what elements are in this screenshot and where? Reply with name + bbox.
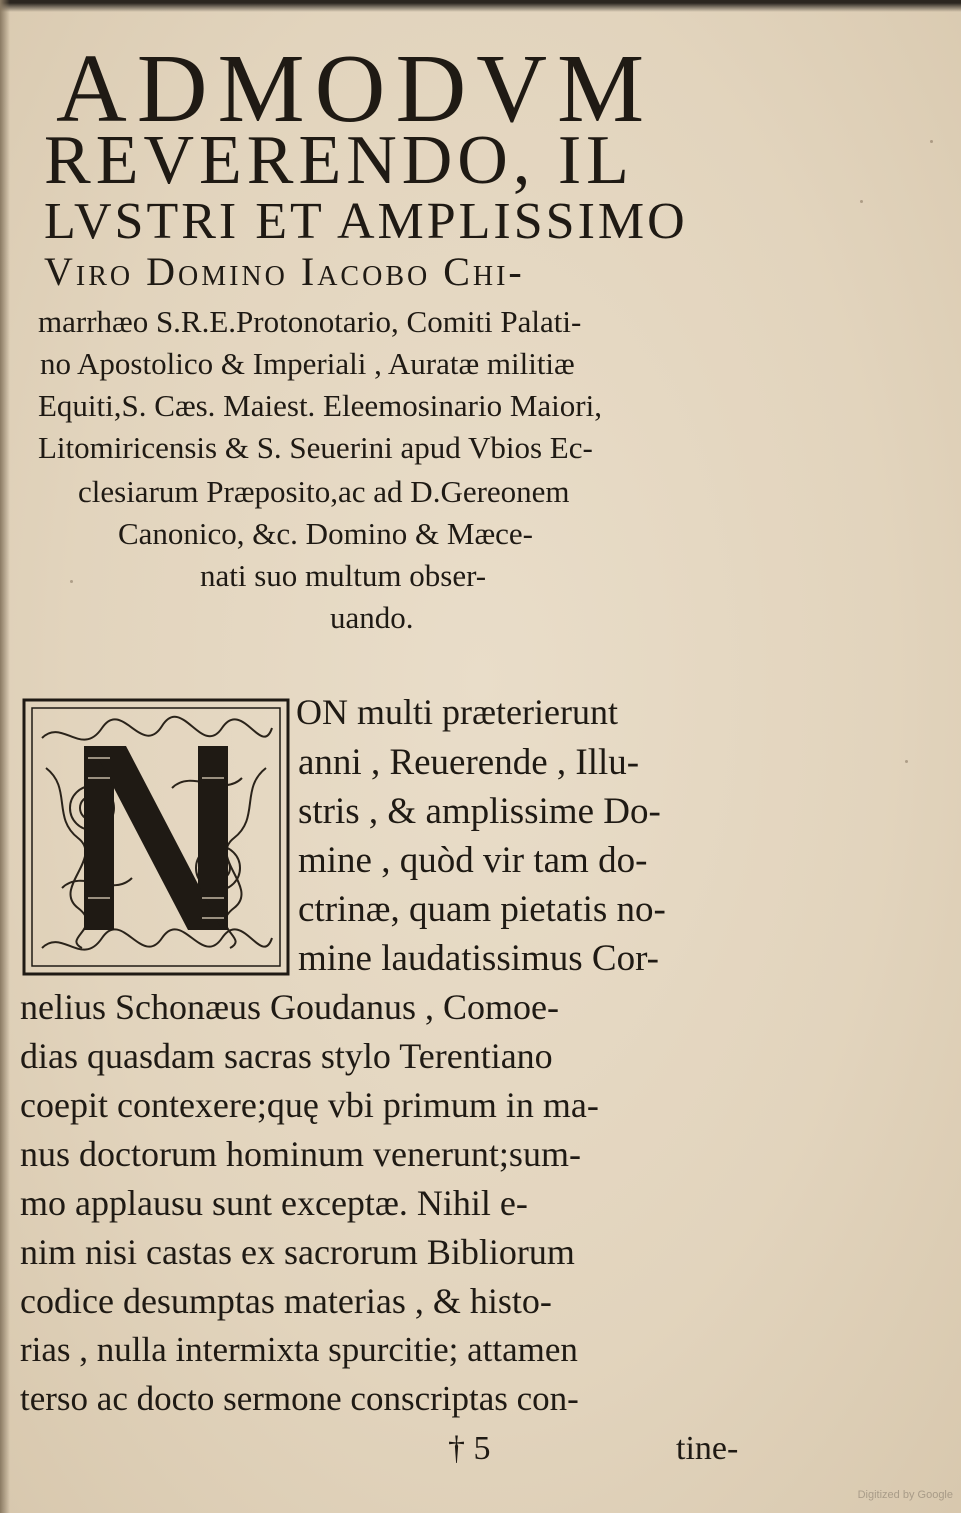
dedication-line: marrhæo S.R.E.Protonotario, Comiti Palati- [38, 304, 582, 339]
title-line-3: LVSTRI ET AMPLISSIMO [44, 193, 688, 250]
body-line: mo applausu sunt exceptæ. Nihil e- [20, 1183, 528, 1223]
left-edge-shadow [0, 0, 10, 1513]
body-line: anni , Reuerende , Illu- [298, 742, 640, 783]
body-line: nelius Schonæus Goudanus , Comoe- [20, 987, 559, 1027]
body-line: nus doctorum hominum venerunt;sum- [20, 1134, 581, 1174]
paper-speck [860, 200, 863, 203]
body-line: mine laudatissimus Cor- [298, 938, 660, 979]
top-edge-shadow [0, 0, 961, 12]
watermark: Digitized by Google [857, 1489, 953, 1501]
title-line-1: ADMODVM [56, 35, 655, 143]
signature-mark: † 5 [448, 1430, 491, 1467]
dedication-line: Litomiricensis & S. Seuerini apud Vbios Ec- [38, 430, 593, 465]
paper-speck [70, 580, 73, 583]
dedication-line: no Apostolico & Imperiali , Auratæ militiæ [40, 346, 575, 381]
dedication-line: Canonico, &c. Domino & Mæce- [118, 516, 533, 551]
dedication-line: nati suo multum obser- [200, 558, 487, 593]
paper-speck [930, 140, 933, 143]
body-line: ctrinæ, quam pietatis no- [298, 889, 666, 930]
body-line: rias , nulla intermixta spurcitie; attamen [20, 1330, 578, 1369]
body-line: stris , & amplissime Do- [298, 791, 661, 832]
title-line-2: REVERENDO, IL [44, 122, 634, 199]
body-line: terso ac docto sermone conscriptas con- [20, 1379, 579, 1418]
body-first-line: ON multi præterierunt [296, 692, 618, 732]
title-line-4: Viro Domino Iacobo Chi- [44, 249, 525, 294]
ornate-initial-n-icon [22, 698, 290, 976]
body-line: coepit contexere;quę vbi primum in ma- [20, 1085, 599, 1125]
dedication-line: Equiti,S. Cæs. Maiest. Eleemosinario Maiori, [38, 388, 602, 423]
body-line: codice desumptas materias , & histo- [20, 1281, 552, 1321]
dedication-line: uando. [330, 600, 414, 635]
dedication-line: clesiarum Præposito,ac ad D.Gereonem [78, 474, 570, 509]
body-line: nim nisi castas ex sacrorum Bibliorum [20, 1232, 575, 1272]
catchword: tine- [676, 1430, 739, 1467]
body-line: mine , quòd vir tam do- [298, 840, 648, 881]
paper-speck [905, 760, 908, 763]
body-line: dias quasdam sacras stylo Terentiano [20, 1036, 553, 1076]
